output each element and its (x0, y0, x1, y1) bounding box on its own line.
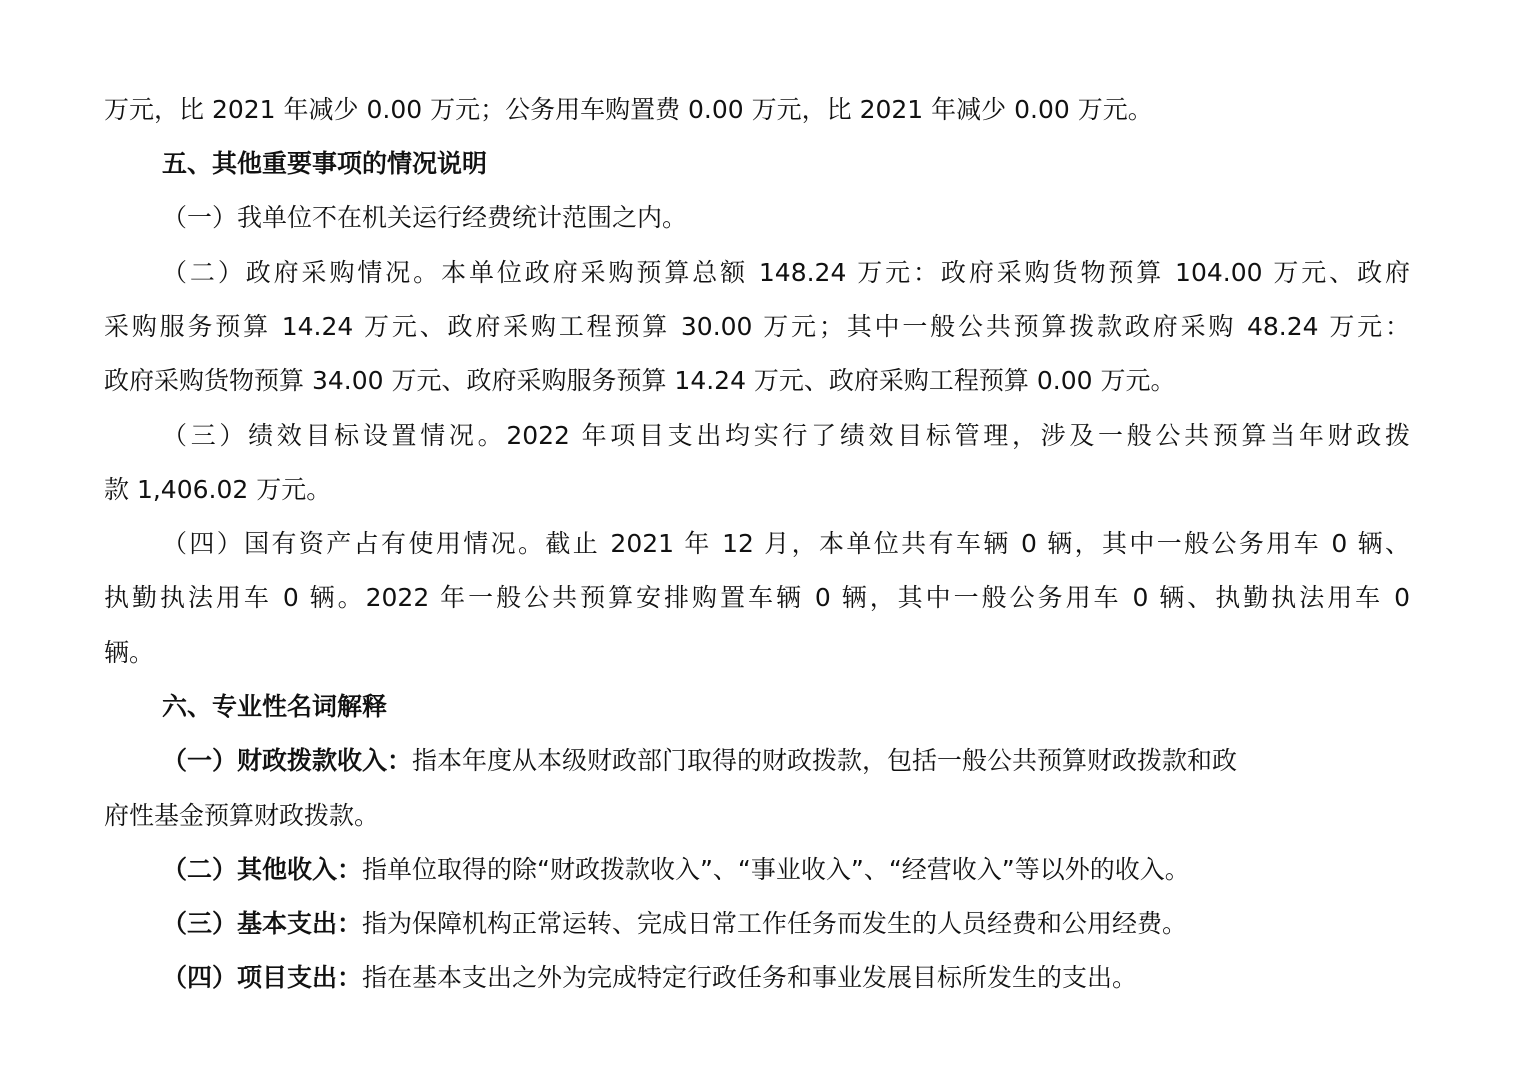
section-five-item-two-line-1: （二）政府采购情况。本单位政府采购预算总额 148.24 万元：政府采购货物预算 104.00 万元、政府 (162, 258, 1410, 287)
section-five-item-three-line-2: 款 1,406.02 万元。 (104, 475, 332, 504)
section-five-heading: 五、其他重要事项的情况说明 (162, 149, 488, 178)
section-five-item-one: （一）我单位不在机关运行经费统计范围之内。 (162, 203, 688, 232)
definition-term: （三）基本支出： (162, 909, 363, 938)
section-five-item-four-line-3: 辆。 (104, 638, 155, 667)
definition-text: 指在基本支出之外为完成特定行政任务和事业发展目标所发生的支出。 (362, 963, 1138, 992)
section-six-heading: 六、专业性名词解释 (162, 692, 388, 721)
continuation-paragraph: 万元，比 2021 年减少 0.00 万元；公务用车购置费 0.00 万元，比 2021 年减少 0.00 万元。 (104, 95, 1153, 124)
definition-fiscal-appropriation-income (162, 741, 1410, 781)
definition-fiscal-appropriation-income-line-2: 府性基金预算财政拨款。 (104, 801, 380, 830)
section-five-item-three-line-1: （三）绩效目标设置情况。2022 年项目支出均实行了绩效目标管理，涉及一般公共预算当年财政拨 (162, 421, 1410, 450)
definition-text: 指为保障机构正常运转、完成日常工作任务而发生的人员经费和公用经费。 (362, 909, 1188, 938)
section-five-item-four-line-1: （四）国有资产占有使用情况。截止 2021 年 12 月，本单位共有车辆 0 辆，其中一般公务用车 0 辆、 (162, 529, 1410, 558)
definition-basic-expenditure (162, 904, 1410, 944)
definition-text: 指单位取得的除“财政拨款收入”、“事业收入”、“经营收入”等以外的收入。 (362, 855, 1190, 884)
definition-text: 指本年度从本级财政部门取得的财政拨款，包括一般公共预算财政拨款和政 (412, 746, 1238, 775)
section-five-item-two-line-3: 政府采购货物预算 34.00 万元、政府采购服务预算 14.24 万元、政府采购工程预算 0.00 万元。 (104, 366, 1176, 395)
definition-term: （四）项目支出： (162, 963, 363, 992)
definition-other-income (162, 850, 1410, 890)
section-five-item-four-line-2: 执勤执法用车 0 辆。2022 年一般公共预算安排购置车辆 0 辆，其中一般公务用车 0 辆、执勤执法用车 0 (104, 583, 1410, 612)
definition-term: （一）财政拨款收入： (162, 746, 413, 775)
definition-project-expenditure (162, 958, 1410, 998)
section-five-item-two-line-2: 采购服务预算 14.24 万元、政府采购工程预算 30.00 万元；其中一般公共预算拨款政府采购 48.24 万元： (104, 312, 1410, 341)
definition-term: （二）其他收入： (162, 855, 363, 884)
